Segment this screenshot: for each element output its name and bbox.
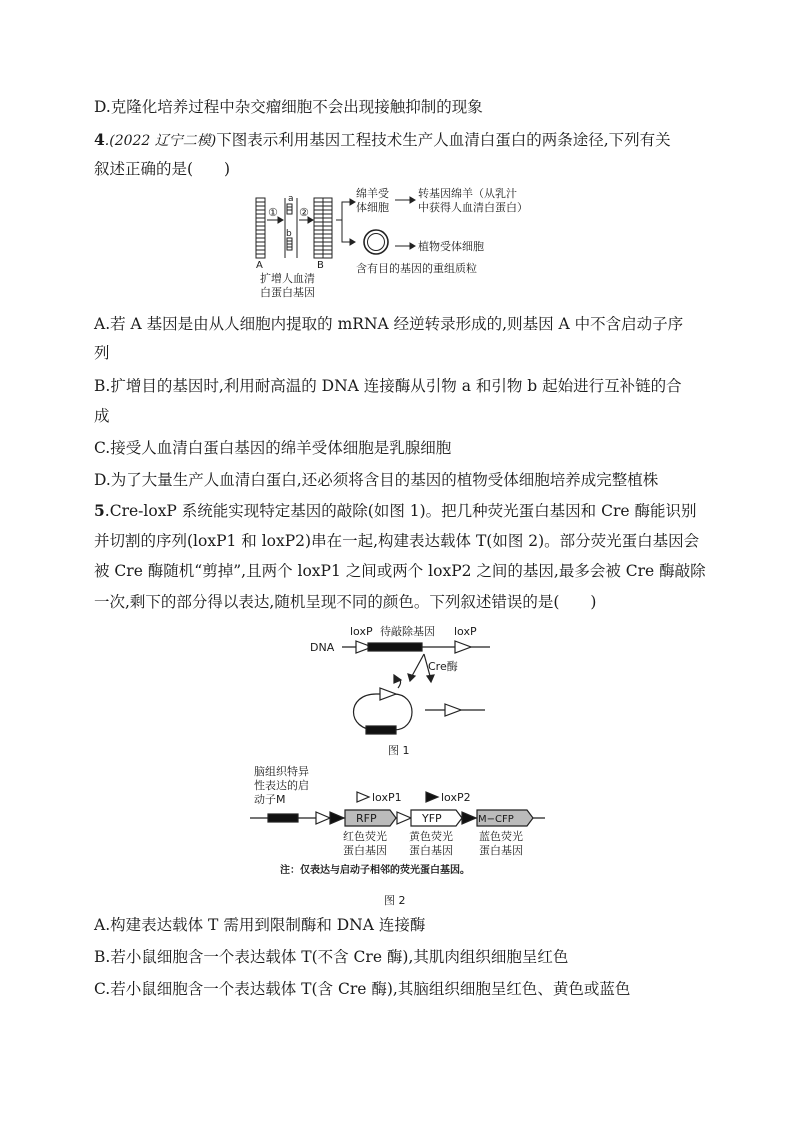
rfp-label: RFP (356, 812, 377, 825)
sheep-cell-line1: 绵羊受 (356, 187, 389, 200)
target-gene-bar (368, 643, 422, 651)
excised-loxp-icon (380, 688, 396, 700)
q5-option-a: A.构建表达载体 T 需用到限制酶和 DNA 连接酶 (94, 916, 426, 934)
primer-a-label: a (288, 194, 294, 204)
q4-source: .(2022 辽宁二模) (104, 133, 217, 149)
q4-option-c: C.接受人血清白蛋白基因的绵羊受体细胞是乳腺细胞 (94, 439, 452, 457)
q4-stem-text: 下图表示利用基因工程技术生产人血清白蛋白的两条途径,下列有关 (216, 131, 671, 149)
promoter-label-line1: 脑组织特异 (254, 765, 309, 778)
loxp2-site-2 (462, 812, 476, 824)
promoter-label-line2: 性表达的启 (254, 779, 309, 792)
q5-stem-line1 (94, 500, 696, 522)
red-gene-label-1: 红色荧光 (343, 830, 387, 843)
mcfp-label: M−CFP (478, 814, 514, 825)
q4-option-b-line2: 成 (94, 407, 110, 425)
q4-option-a-line2: 列 (94, 344, 110, 362)
caption-line1: 扩增人血清 (260, 272, 315, 285)
sheep-result-line2: 中获得人血清白蛋白） (418, 201, 528, 214)
caption-line2: 白蛋白基因 (260, 286, 315, 299)
q5-stem-text: .Cre-loxP 系统能实现特定基因的敲除(如图 1)。把几种荧光蛋白基因和 Cre 酶能识别 (104, 502, 697, 520)
q4-option-a-line1: A.若 A 基因是由从人细胞内提取的 mRNA 经逆转录形成的,则基因 A 中不含启动子序 (94, 315, 684, 333)
target-gene-label: 待敲除基因 (380, 625, 435, 638)
legend-loxp1-icon (357, 792, 369, 802)
q5-stem-line2: 并切割的序列(loxP1 和 loxP2)串在一起,构建表达载体 T(如图 2)。部分荧光蛋白基因会 (94, 532, 700, 550)
q5-stem-line3: 被 Cre 酶随机“剪掉”,且两个 loxP1 之间或两个 loxP2 之间的基因,最多会被 Cre 酶敲除 (94, 562, 706, 580)
yellow-gene-label-2: 蛋白基因 (409, 844, 453, 857)
q4-option-b-line1: B.扩增目的基因时,利用耐高温的 DNA 连接酶从引物 a 和引物 b 起始进行互补链的合 (94, 377, 682, 395)
gene-a-label: A (256, 260, 263, 271)
figure-2-caption: 图 2 (384, 894, 406, 907)
q4-stem-line1 (94, 129, 671, 152)
yellow-gene-label-1: 黄色荧光 (409, 830, 453, 843)
figure-2 (250, 764, 560, 910)
gene-b-label: B (317, 260, 324, 271)
figure-1 (300, 620, 500, 760)
red-gene-label-2: 蛋白基因 (343, 844, 387, 857)
loxp-left-label: loxP (350, 625, 373, 638)
legend-loxp2-icon (426, 792, 438, 802)
plant-cell-label: 植物受体细胞 (418, 240, 484, 253)
legend-loxp2-label: loxP2 (441, 791, 471, 804)
sheep-result-line1: 转基因绵羊（从乳汁 (418, 187, 517, 200)
q5-option-b: B.若小鼠细胞含一个表达载体 T(不含 Cre 酶),其肌肉组织细胞呈红色 (94, 948, 569, 966)
loxp-right-icon (455, 641, 471, 653)
q4-number: 4 (94, 130, 105, 149)
q4-figure (250, 186, 550, 302)
gene-a-rungs (256, 202, 265, 254)
loxp-right-label: loxP (454, 625, 477, 638)
q5-number: 5 (94, 501, 105, 520)
yfp-label: YFP (422, 812, 442, 825)
remaining-loxp-icon (445, 704, 461, 716)
q3-option-d: D.克隆化培养过程中杂交瘤细胞不会出现接触抑制的现象 (94, 98, 483, 116)
promoter-m-bar (268, 814, 298, 822)
dna-label: DNA (310, 641, 335, 654)
loxp1-site-2 (397, 812, 411, 824)
loxp2-site-1 (330, 812, 344, 824)
loxp1-site-1 (316, 812, 330, 824)
q4-stem-line2: 叙述正确的是( ) (94, 160, 231, 178)
q5-stem-line4: 一次,剩下的部分得以表达,随机呈现不同的颜色。下列叙述错误的是( ) (94, 593, 597, 611)
figure-2-note: 注：仅表达与启动子相邻的荧光蛋白基因。 (280, 865, 470, 876)
blue-gene-label-1: 蓝色荧光 (479, 830, 523, 843)
plasmid-label: 含有目的基因的重组质粒 (356, 262, 477, 275)
legend-loxp1-label: loxP1 (372, 791, 402, 804)
primer-b-label: b (286, 229, 292, 239)
promoter-label-line3: 动子M (254, 793, 286, 806)
figure-1-caption: 图 1 (388, 744, 410, 757)
q5-option-c: C.若小鼠细胞含一个表达载体 T(含 Cre 酶),其脑组织细胞呈红色、黄色或蓝色 (94, 980, 631, 998)
step2-label: ② (299, 206, 309, 219)
q4-option-d: D.为了大量生产人血清白蛋白,还必须将含目的基因的植物受体细胞培养成完整植株 (94, 471, 659, 489)
step1-label: ① (268, 206, 278, 219)
sheep-cell-line2: 体细胞 (356, 201, 389, 214)
cre-label: Cre酶 (428, 660, 458, 673)
blue-gene-label-2: 蛋白基因 (479, 844, 523, 857)
